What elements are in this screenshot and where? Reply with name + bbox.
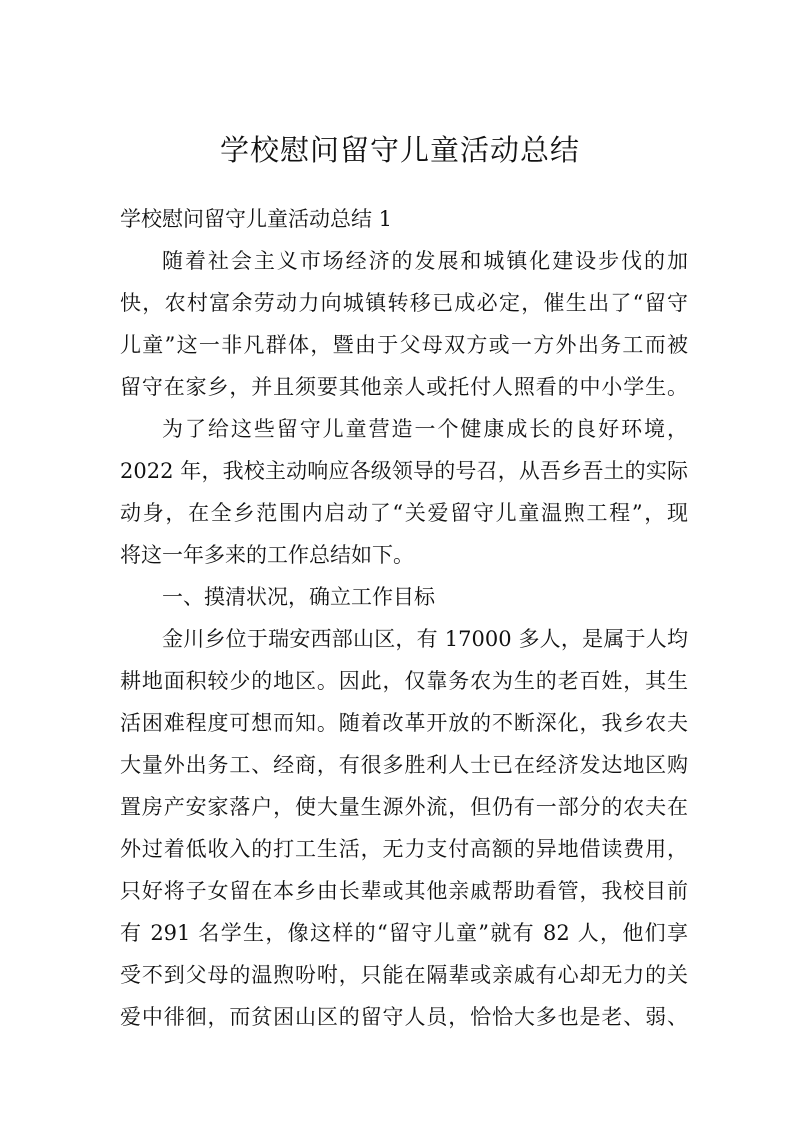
- document-title: 学校慰问留守儿童活动总结: [219, 133, 580, 167]
- document-body: [120, 198, 688, 1038]
- text-line: 为了给这些留守儿童营造一个健康成长的良好环境，: [162, 417, 688, 441]
- text-line: 留守在家乡，并且须要其他亲人或托付人照看的中小学生。: [120, 375, 688, 399]
- text-line: 外过着低收入的打工生活，无力支付高额的异地借读费用，: [120, 837, 688, 861]
- paragraph-3: [120, 618, 688, 1038]
- section-heading-1: [120, 576, 688, 618]
- text-line: 有 291 名学生，像这样的“留守儿童”就有 82 人，他们享: [120, 921, 688, 945]
- section-heading: 学校慰问留守儿童活动总结 1: [120, 207, 393, 231]
- text-line: 置房产安家落户，使大量生源外流，但仍有一部分的农夫在: [120, 795, 688, 819]
- text-line: 将这一年多来的工作总结如下。: [120, 543, 414, 567]
- text-line: 金川乡位于瑞安西部山区，有 17000 多人，是属于人均: [162, 627, 688, 651]
- text-line: 大量外出务工、经商，有很多胜利人士已在经济发达地区购: [120, 753, 688, 777]
- text-line: 随着社会主义市场经济的发展和城镇化建设步伐的加: [162, 249, 688, 273]
- text-line: 快，农村富余劳动力向城镇转移已成必定，催生出了“留守: [120, 291, 688, 315]
- text-line: 受不到父母的温煦吩咐，只能在隔辈或亲戚有心却无力的关: [120, 963, 688, 987]
- text-line: 儿童”这一非凡群体，暨由于父母双方或一方外出务工而被: [120, 333, 688, 357]
- text-line: 2022 年，我校主动响应各级领导的号召，从吾乡吾土的实际: [120, 459, 688, 483]
- text-line: 动身，在全乡范围内启动了“关爱留守儿童温煦工程”，现: [120, 501, 688, 525]
- paragraph-1: [120, 240, 688, 408]
- text-line: 活困难程度可想而知。随着改革开放的不断深化，我乡农夫: [120, 711, 688, 735]
- text-line: 只好将子女留在本乡由长辈或其他亲戚帮助看管，我校目前: [120, 879, 688, 903]
- text-line: 一、摸清状况，确立工作目标: [162, 585, 435, 609]
- paragraph-2: [120, 408, 688, 576]
- text-line: 爱中徘徊，而贫困山区的留守人员，恰恰大多也是老、弱、: [120, 1005, 688, 1029]
- text-line: 耕地面积较少的地区。因此，仅靠务农为生的老百姓，其生: [120, 669, 688, 693]
